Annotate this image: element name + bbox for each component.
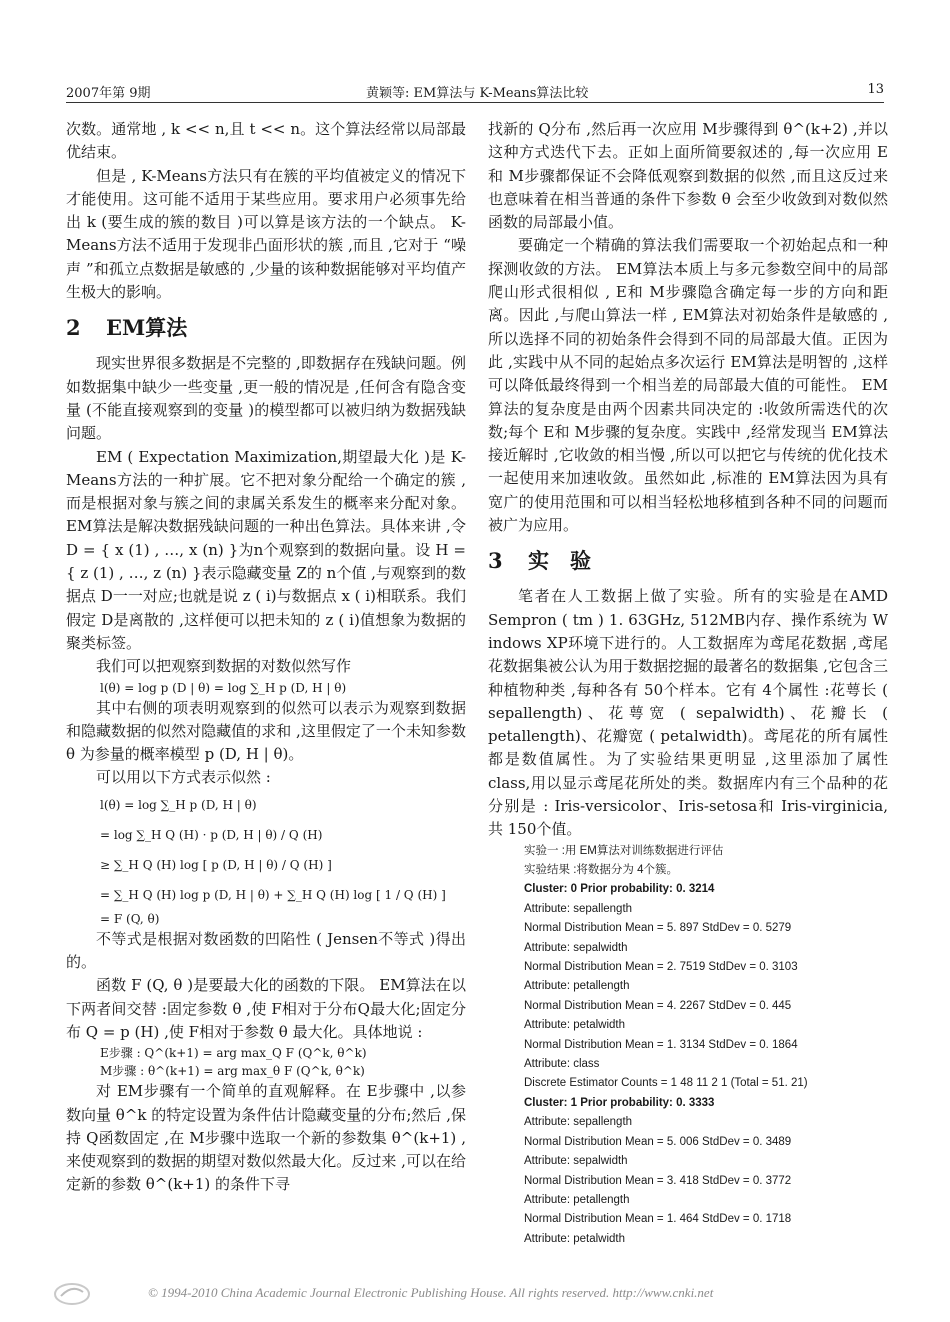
paragraph: 笔者在人工数据上做了实验。所有的实验是在AMD Sempron ( tm ) 1. 63GHz, 512MB内存、操作系统为 W indows XP环境下进行的。人工数据库为鸢尾花数据 ,鸢尾花数据集被公认为用于数据挖掘的最著名的数据集 ,它包含三种植物种类 ,每种各有 50个样本。它有 4个属性 :花萼长 ( sepallength)、花萼宽 ( sepalwidth)、花瓣长 ( petallength)、花瓣宽 ( petalwidth)。鸢尾花的所有属性都是数值属性。为了实验结果更明显 ,这里添加了属性 class,用以显示鸢尾花所处的类。数据库内有三个品种的花分别是 : Iris-versicolor、Iris-setosa和 Iris-virginicia,共 150个值。 — [488, 587, 888, 839]
cluster-heading: Cluster: 1 Prior probability: 0. 3333 — [524, 1096, 715, 1109]
paragraph: 函数 F (Q, θ )是要最大化的函数的下限。 EM算法在以下两者间交替 :固定参数 θ ,使 F相对于分布Q最大化;固定分布 Q = p (H) ,使 F相对于参数 θ 最大化。具体地说 : — [66, 976, 466, 1041]
result-line: Normal Distribution Mean = 4. 2267 StdDev = 0. 445 — [524, 999, 792, 1012]
result-line: Discrete Estimator Counts = 1 48 11 2 1 (Total = 51. 21) — [524, 1077, 808, 1090]
result-line: Normal Distribution Mean = 5. 897 StdDev = 0. 5279 — [524, 922, 792, 935]
paragraph: 我们可以把观察到数据的对数似然写作 — [96, 657, 352, 676]
paragraph: 现实世界很多数据是不完整的 ,即数据存在残缺问题。例如数据集中缺少一些变量 ,更一般的情况是 ,任何含有隐含变量 (不能直接观察到的变量 )的模型都可以被归纳为数据残缺问题。 — [66, 354, 466, 443]
equation: l(θ) = log ∑_H p (D, H | θ) — [100, 797, 257, 812]
issue-label: 2007年第 9期 — [66, 86, 151, 101]
section-title: EM算法 — [106, 315, 188, 341]
page-number: 13 — [867, 82, 884, 97]
result-line: Attribute: petalwidth — [524, 1019, 626, 1032]
paragraph: 要确定一个精确的算法我们需要取一个初始起点和一种探测收敛的方法。 EM算法本质上与多元参数空间中的局部爬山形式很相似 , E和 M步骤隐含确定每一步的方向和距离。因此 ,与爬山算法一样 , EM算法对初始条件是敏感的 ,所以选择不同的初始条件会得到不同的局部最大值。正因为此 ,实践中从不同的起始点多次运行 EM算法是明智的 ,这样可以降低最终得到一个相当差的局部最大值的可能性。 EM算法的复杂度是由两个因素共同决定的 :收敛所需迭代的次数;每个 E和 M步骤的复杂度。实践中 ,经常发现当 EM算法接近解时 ,它收敛的相当慢 ,所以可以把它与传统的优化技术一起使用来加速收敛。虽然如此 ,标准的 EM算法因为具有宽广的使用范围和可以相当轻松地移植到各种不同的问题而被广为应用。 — [488, 236, 888, 535]
result-line: Attribute: petalwidth — [524, 1232, 626, 1245]
paragraph: 找新的 Q分布 ,然后再一次应用 M步骤得到 θ^(k+2) ,并以这种方式迭代下去。正如上面所简要叙述的 ,每一次应用 E和 M步骤都保证不会降低观察到数据的似然 ,而且这反过来也意味着在相当普通的条件下参数 θ 会至少收敛到对数似然函数的局部最小值。 — [488, 120, 888, 232]
result-line: Attribute: sepalwidth — [524, 941, 628, 954]
section-number: 3 — [488, 548, 503, 574]
paragraph: 不等式是根据对数函数的凹陷性 ( Jensen不等式 )得出的。 — [66, 929, 466, 972]
paragraph: 可以用以下方式表示似然 : — [96, 768, 271, 787]
section-heading-3 — [488, 547, 888, 575]
section-number: 2 — [66, 315, 81, 341]
copyright-text: © 1994-2010 China Academic Journal Electronic Publishing House. All rights reserved. http://www.cnki.net — [148, 1285, 714, 1300]
result-line: Normal Distribution Mean = 5. 006 StdDev = 0. 3489 — [524, 1135, 792, 1148]
equation: = F (Q, θ) — [100, 911, 160, 926]
paragraph: 对 EM步骤有一个简单的直观解释。在 E步骤中 ,以参数向量 θ^k 的特定设置为条件估计隐藏变量的分布;然后 ,保持 Q函数固定 ,在 M步骤中选取一个新的参数集 θ^(k+1) ,来使观察到的数据的期望对数似然最大化。反过来 ,可以在给定新的参数 θ^(k+1) 的条件下寻 — [66, 1082, 466, 1194]
left-column — [66, 118, 466, 1197]
copyright-footer — [40, 1282, 910, 1306]
right-column — [488, 118, 888, 1249]
equation: = ∑_H Q (H) log p (D, H | θ) + ∑_H Q (H) log [ 1 / Q (H) ] — [100, 887, 446, 902]
section-heading-2 — [66, 314, 466, 342]
running-header — [66, 80, 884, 103]
result-line: Attribute: class — [524, 1058, 600, 1071]
equation: l(θ) = log p (D | θ) = log ∑_H p (D, H | θ) — [100, 680, 347, 695]
article-running-title: 黄颖等: EM算法与 K-Means算法比较 — [366, 86, 589, 101]
equation: ≥ ∑_H Q (H) log [ p (D, H | θ) / Q (H) ] — [100, 857, 332, 872]
cluster-heading: Cluster: 0 Prior probability: 0. 3214 — [524, 883, 715, 896]
result-line: Normal Distribution Mean = 2. 7519 StdDev = 0. 3103 — [524, 961, 798, 974]
result-line: 实验一 :用 EM算法对训练数据进行评估 — [524, 844, 724, 857]
equation: M步骤 : θ^(k+1) = arg max_θ F (Q^k, θ^k) — [100, 1064, 365, 1079]
result-line: Normal Distribution Mean = 1. 464 StdDev = 0. 1718 — [524, 1213, 792, 1226]
result-line: 实验结果 :将数据分为 4个簇。 — [524, 864, 678, 877]
result-line: Attribute: petallength — [524, 980, 630, 993]
paragraph: 但是 , K-Means方法只有在簇的平均值被定义的情况下才能使用。这可能不适用于某些应用。要求用户必须事先给出 k (要生成的簇的数目 )可以算是该方法的一个缺点。 K-Means方法不适用于发现非凸面形状的簇 ,而且 ,它对于 “噪声 ”和孤立点数据是敏感的 ,少量的该种数据能够对平均值产生极大的影响。 — [66, 166, 466, 302]
result-line: Normal Distribution Mean = 1. 3134 StdDev = 0. 1864 — [524, 1038, 798, 1051]
equation: E步骤 : Q^(k+1) = arg max_Q F (Q^k, θ^k) — [100, 1046, 367, 1061]
section-title: 实 验 — [528, 548, 591, 574]
result-line: Attribute: sepalwidth — [524, 1155, 628, 1168]
result-line: Attribute: sepallength — [524, 1116, 633, 1129]
result-line: Normal Distribution Mean = 3. 418 StdDev = 0. 3772 — [524, 1174, 792, 1187]
result-line: Attribute: petallength — [524, 1193, 630, 1206]
cnki-logo-icon — [52, 1282, 92, 1306]
paragraph: 次数。通常地 , k << n,且 t << n。这个算法经常以局部最优结束。 — [66, 120, 466, 162]
equation: = log ∑_H Q (H) · p (D, H | θ) / Q (H) — [100, 827, 323, 842]
result-line: Attribute: sepallength — [524, 902, 633, 915]
paragraph: EM ( Expectation Maximization,期望最大化 )是 K-Means方法的一种扩展。它不把对象分配给一个确定的簇 ,而是根据对象与簇之间的隶属关系发生的概率来分配对象。 EM算法是解决数据残缺问题的一种出色算法。具体来讲 ,令 D = { x (1) , …, x (n) }为n个观察到的数据向量。设 H = { z (1) , …, z (n) }表示隐藏变量 Z的 n个值 ,与观察到的数据点 D一一对应;也就是说 z ( i)与数据点 x ( i)相联系。我们假定 D是离散的 ,这样便可以把未知的 z ( i)值想象为数据的聚类标签。 — [66, 447, 466, 652]
paragraph: 其中右侧的项表明观察到的似然可以表示为观察到数据和隐藏数据的似然对隐藏值的求和 ,这里假定了一个未知参数 θ 为参量的概率模型 p (D, H | θ)。 — [66, 698, 466, 764]
